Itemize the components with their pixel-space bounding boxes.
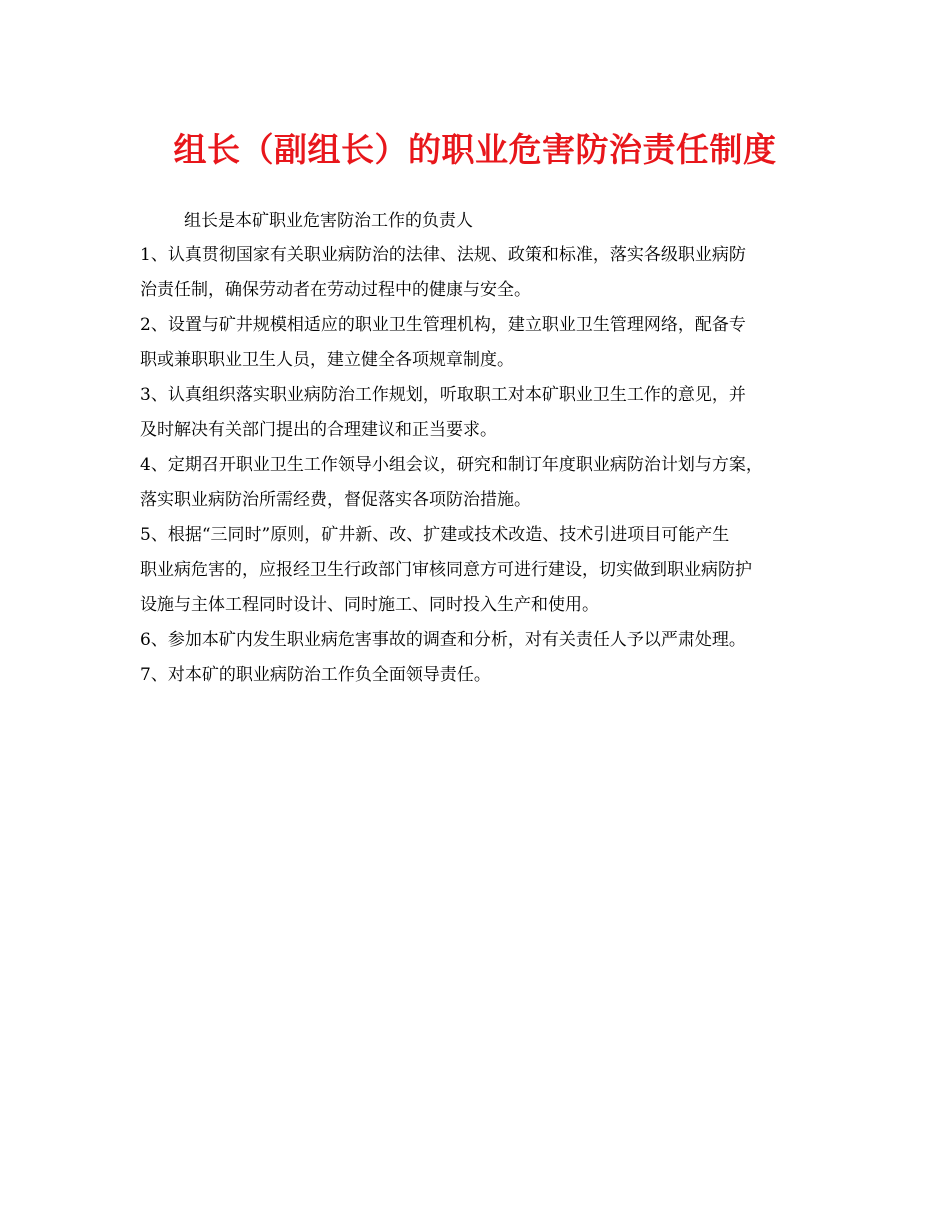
clause-2 [140,308,840,378]
clause-6 [140,623,840,658]
clause-1 [140,238,840,308]
clause-line: 职或兼职职业卫生人员，建立健全各项规章制度。 [140,350,514,370]
clause-line: 1、认真贯彻国家有关职业病防治的法律、法规、政策和标准，落实各级职业病防 [140,245,746,265]
document-title: 组长（副组长）的职业危害防治责任制度 [173,130,777,169]
clause-5 [140,518,840,623]
clause-7 [140,658,840,693]
clause-3 [140,378,840,448]
clause-line: 4、定期召开职业卫生工作领导小组会议，研究和制订年度职业病防治计划与方案， [140,455,763,475]
clause-line: 2、设置与矿井规模相适应的职业卫生管理机构，建立职业卫生管理网络，配备专 [140,315,746,335]
intro-paragraph: 组长是本矿职业危害防治工作的负责人 [184,211,473,231]
clause-list [140,238,840,693]
document-body [140,204,840,693]
clause-line: 5、根据“三同时”原则，矿井新、改、扩建或技术改造、技术引进项目可能产生 [140,525,730,545]
clause-line: 设施与主体工程同时设计、同时施工、同时投入生产和使用。 [140,595,599,615]
clause-line: 及时解决有关部门提出的合理建议和正当要求。 [140,420,497,440]
clause-4 [140,448,840,518]
clause-line: 落实职业病防治所需经费，督促落实各项防治措施。 [140,490,531,510]
clause-line: 3、认真组织落实职业病防治工作规划，听取职工对本矿职业卫生工作的意见，并 [140,385,746,405]
clause-line: 7、对本矿的职业病防治工作负全面领导责任。 [140,665,491,685]
clause-line: 6、参加本矿内发生职业病危害事故的调查和分析，对有关责任人予以严肃处理。 [140,630,746,650]
clause-line: 治责任制，确保劳动者在劳动过程中的健康与安全。 [140,280,531,300]
clause-line: 职业病危害的，应报经卫生行政部门审核同意方可进行建设，切实做到职业病防护 [140,560,752,580]
